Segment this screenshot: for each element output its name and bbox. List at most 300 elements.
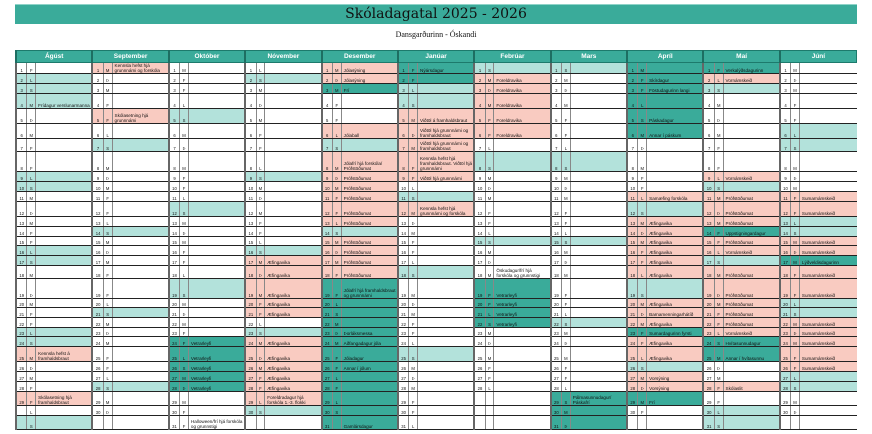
day-number: 19 <box>322 279 333 299</box>
day-number: 27 <box>551 372 562 382</box>
weekday-letter <box>638 416 647 430</box>
weekday-letter: F <box>332 202 341 217</box>
weekday-letter: S <box>714 84 723 94</box>
weekday-letter: F <box>791 202 800 217</box>
day-number: 20 <box>398 299 409 308</box>
day-number: 21 <box>245 308 256 318</box>
day-event: Prófstöðumat <box>341 192 398 202</box>
day-event: Kennsla hefst hjá framhaldsbraut. Viðtöl hjá grunnnámi <box>418 152 475 172</box>
day-event <box>36 328 93 337</box>
weekday-letter: S <box>791 227 800 237</box>
day-event <box>418 318 475 328</box>
day-number: 21 <box>16 308 27 318</box>
weekday-letter: M <box>485 74 494 84</box>
day-number: 16 <box>551 246 562 256</box>
day-number <box>627 416 638 430</box>
weekday-letter: Þ <box>485 84 494 94</box>
weekday-letter: Þ <box>485 182 494 192</box>
weekday-letter: F <box>791 347 800 362</box>
month-header: Júní <box>780 51 857 63</box>
weekday-letter: L <box>714 406 723 416</box>
weekday-letter: L <box>714 246 723 256</box>
weekday-letter: F <box>332 382 341 392</box>
weekday-letter: S <box>485 152 494 172</box>
weekday-letter: Þ <box>714 279 723 299</box>
weekday-letter: F <box>332 347 341 362</box>
day-number: 28 <box>551 382 562 392</box>
weekday-letter: Þ <box>791 246 800 256</box>
day-number: 21 <box>92 308 103 318</box>
day-event <box>36 237 93 246</box>
day-number: 3 <box>16 84 27 94</box>
day-number: 14 <box>322 227 333 237</box>
day-event: Föstudagurinn langi <box>647 84 704 94</box>
weekday-letter: S <box>256 172 265 182</box>
day-event: Æfingavika <box>647 217 704 227</box>
day-number: 10 <box>398 182 409 192</box>
day-number: 2 <box>703 74 714 84</box>
weekday-letter: Þ <box>256 266 265 279</box>
day-event: Æfingavika <box>647 318 704 328</box>
weekday-letter: M <box>332 256 341 266</box>
day-number: 14 <box>398 227 409 237</box>
weekday-letter: S <box>638 362 647 372</box>
day-event <box>188 227 245 237</box>
day-event <box>112 279 169 299</box>
day-event <box>112 74 169 84</box>
day-event: Jólafrí hjá forskóla/ Prófstöðumat <box>341 152 398 172</box>
day-number: 15 <box>245 237 256 246</box>
day-number: 14 <box>703 227 714 237</box>
day-event: Annar í jólum <box>341 362 398 372</box>
day-event <box>723 124 780 139</box>
day-number: 14 <box>92 227 103 237</box>
day-event <box>723 392 780 406</box>
day-number <box>16 406 27 416</box>
weekday-letter: S <box>27 416 36 430</box>
weekday-letter: Þ <box>409 124 418 139</box>
day-event: Vorsýning <box>647 382 704 392</box>
day-number: 3 <box>474 84 485 94</box>
day-event <box>570 139 627 152</box>
day-number: 1 <box>92 63 103 74</box>
weekday-letter: L <box>256 318 265 328</box>
day-number: 16 <box>474 246 485 256</box>
day-number: 27 <box>474 372 485 382</box>
day-event <box>418 74 475 84</box>
weekday-letter: F <box>638 74 647 84</box>
day-event <box>265 94 322 109</box>
day-event <box>494 172 551 182</box>
day-row <box>16 172 857 182</box>
day-event <box>647 279 704 299</box>
day-event <box>112 299 169 308</box>
day-event: Æfingavika <box>265 337 322 347</box>
weekday-letter: S <box>638 279 647 299</box>
weekday-letter: M <box>27 124 36 139</box>
weekday-letter: L <box>256 392 265 406</box>
title-bar <box>15 4 857 24</box>
weekday-letter: F <box>562 362 571 372</box>
weekday-letter: F <box>409 328 418 337</box>
day-event: Verkalýðsdagurinn <box>723 63 780 74</box>
weekday-letter: M <box>791 318 800 328</box>
day-number: 3 <box>169 84 180 94</box>
weekday-letter: M <box>791 182 800 192</box>
day-event: Vetrarleyfi <box>188 372 245 382</box>
weekday-letter: L <box>791 299 800 308</box>
day-event <box>36 124 93 139</box>
day-number: 17 <box>551 256 562 266</box>
weekday-letter: M <box>256 279 265 299</box>
day-number: 23 <box>627 328 638 337</box>
weekday-letter: S <box>714 337 723 347</box>
day-number: 16 <box>16 246 27 256</box>
day-event: Prófstöðumat <box>723 299 780 308</box>
day-row <box>16 299 857 308</box>
day-number: 31 <box>169 416 180 430</box>
weekday-letter: F <box>562 372 571 382</box>
day-event <box>112 318 169 328</box>
weekday-letter: M <box>103 392 112 406</box>
day-row <box>16 392 857 406</box>
day-event <box>341 318 398 328</box>
day-event <box>112 192 169 202</box>
day-number: 25 <box>16 347 27 362</box>
day-event <box>494 227 551 237</box>
day-event: Sumardagurinn fyrsti <box>647 328 704 337</box>
day-event: Prófstöðumat <box>341 182 398 192</box>
weekday-letter: M <box>791 337 800 347</box>
day-event: Foreldravika <box>494 124 551 139</box>
day-number: 12 <box>245 202 256 217</box>
weekday-letter: S <box>485 237 494 246</box>
weekday-letter: F <box>27 308 36 318</box>
day-number: 31 <box>551 416 562 430</box>
weekday-letter: F <box>256 308 265 318</box>
day-event <box>418 382 475 392</box>
day-event <box>112 246 169 256</box>
day-row <box>16 74 857 84</box>
day-number: 20 <box>551 299 562 308</box>
day-row <box>16 217 857 227</box>
day-event: Æfingavika <box>265 308 322 318</box>
weekday-letter: M <box>256 337 265 347</box>
weekday-letter: F <box>638 256 647 266</box>
day-event <box>36 246 93 256</box>
day-number: 20 <box>627 299 638 308</box>
weekday-letter: F <box>180 246 189 256</box>
day-event <box>36 256 93 266</box>
day-number: 3 <box>245 84 256 94</box>
day-row <box>16 139 857 152</box>
weekday-letter: L <box>638 94 647 109</box>
day-event: Æfingavika <box>265 362 322 372</box>
day-number: 14 <box>627 227 638 237</box>
day-number: 24 <box>92 337 103 347</box>
weekday-letter: Þ <box>562 256 571 266</box>
weekday-letter: S <box>791 139 800 152</box>
weekday-letter: Þ <box>103 172 112 182</box>
day-number: 5 <box>474 109 485 124</box>
weekday-letter: M <box>638 63 647 74</box>
weekday-letter: M <box>562 246 571 256</box>
day-number: 31 <box>398 416 409 430</box>
weekday-letter: F <box>256 382 265 392</box>
day-number: 22 <box>169 318 180 328</box>
weekday-letter: M <box>180 152 189 172</box>
weekday-letter: M <box>638 152 647 172</box>
day-number: 20 <box>169 299 180 308</box>
day-number: 27 <box>322 372 333 382</box>
day-event <box>112 382 169 392</box>
weekday-letter: S <box>638 109 647 124</box>
weekday-letter: L <box>791 124 800 139</box>
weekday-letter: F <box>103 279 112 299</box>
day-number: 13 <box>398 217 409 227</box>
day-event <box>112 237 169 246</box>
day-number: 17 <box>16 256 27 266</box>
day-number: 3 <box>398 84 409 94</box>
day-event: Samæfing forskóla <box>647 192 704 202</box>
day-event <box>723 84 780 94</box>
day-event: Vetrarleyfi <box>494 318 551 328</box>
day-number: 26 <box>780 362 791 372</box>
day-number: 21 <box>780 308 791 318</box>
weekday-letter: L <box>562 308 571 318</box>
day-number: 28 <box>169 382 180 392</box>
day-event <box>112 328 169 337</box>
day-number: 30 <box>245 406 256 416</box>
day-event: Æfingavika <box>647 237 704 246</box>
weekday-letter: M <box>714 347 723 362</box>
weekday-letter: M <box>332 84 341 94</box>
day-number: 3 <box>627 84 638 94</box>
day-event <box>265 246 322 256</box>
weekday-letter: M <box>256 256 265 266</box>
day-number: 12 <box>551 202 562 217</box>
day-number: 14 <box>16 227 27 237</box>
day-event <box>112 227 169 237</box>
weekday-letter: M <box>180 237 189 246</box>
day-event <box>36 308 93 318</box>
day-number: 7 <box>474 139 485 152</box>
weekday-letter: Þ <box>27 279 36 299</box>
month-header: Febrúar <box>474 51 550 63</box>
day-number: 13 <box>16 217 27 227</box>
weekday-letter: L <box>103 299 112 308</box>
day-number: 7 <box>398 139 409 152</box>
weekday-letter: M <box>409 308 418 318</box>
day-number: 3 <box>551 84 562 94</box>
weekday-letter: Þ <box>409 299 418 308</box>
day-event <box>112 217 169 227</box>
weekday-letter: S <box>409 266 418 279</box>
day-number: 10 <box>169 182 180 192</box>
day-row <box>16 182 857 192</box>
day-event <box>265 227 322 237</box>
weekday-letter: F <box>714 237 723 246</box>
day-event <box>418 372 475 382</box>
weekday-letter: S <box>714 416 723 430</box>
day-number <box>245 416 256 430</box>
day-number: 1 <box>245 63 256 74</box>
day-event <box>570 308 627 318</box>
day-event: Skólaslit <box>723 382 780 392</box>
weekday-letter: L <box>27 406 36 416</box>
day-event <box>265 318 322 328</box>
day-number: 2 <box>245 74 256 84</box>
day-event: Páskadagur <box>647 109 704 124</box>
day-number <box>474 416 485 430</box>
day-number: 23 <box>16 328 27 337</box>
day-event <box>647 406 704 416</box>
day-number: 4 <box>169 94 180 109</box>
day-number: 24 <box>474 337 485 347</box>
weekday-letter: M <box>485 192 494 202</box>
day-event <box>570 152 627 172</box>
day-number: 16 <box>703 246 714 256</box>
weekday-letter: M <box>485 328 494 337</box>
day-number: 7 <box>245 139 256 152</box>
weekday-letter: F <box>103 109 112 124</box>
weekday-letter: F <box>332 192 341 202</box>
day-event <box>112 152 169 172</box>
day-number: 23 <box>780 328 791 337</box>
day-number: 30 <box>322 406 333 416</box>
day-event: Jólasýning <box>341 63 398 74</box>
weekday-letter: M <box>562 172 571 182</box>
day-number <box>474 392 485 406</box>
day-event <box>723 152 780 172</box>
day-event <box>570 299 627 308</box>
weekday-letter: L <box>180 266 189 279</box>
day-number: 13 <box>627 217 638 227</box>
day-number: 4 <box>16 94 27 109</box>
weekday-letter: S <box>103 139 112 152</box>
weekday-letter: L <box>332 372 341 382</box>
weekday-letter: F <box>332 109 341 124</box>
day-event <box>494 337 551 347</box>
day-event <box>647 94 704 109</box>
weekday-letter: S <box>562 237 571 246</box>
weekday-letter: F <box>714 152 723 172</box>
month-header: Ágúst <box>16 51 92 63</box>
weekday-letter: L <box>562 227 571 237</box>
day-row <box>16 416 857 430</box>
day-event <box>570 362 627 372</box>
day-event: Æfingavika <box>265 266 322 279</box>
weekday-letter: F <box>638 337 647 347</box>
day-event <box>418 392 475 406</box>
day-number: 23 <box>551 328 562 337</box>
day-event <box>647 182 704 192</box>
day-event: Sumarnámskeið <box>799 192 856 202</box>
weekday-letter: L <box>332 124 341 139</box>
day-number: 12 <box>169 202 180 217</box>
day-number: 25 <box>627 347 638 362</box>
weekday-letter: F <box>485 362 494 372</box>
day-event: Vetrarleyfi <box>494 299 551 308</box>
weekday-letter: M <box>409 227 418 237</box>
day-number: 10 <box>16 182 27 192</box>
weekday-letter: M <box>485 246 494 256</box>
day-number: 2 <box>16 74 27 84</box>
day-number: 28 <box>245 382 256 392</box>
day-event <box>341 406 398 416</box>
weekday-letter: F <box>485 124 494 139</box>
day-number: 23 <box>169 328 180 337</box>
weekday-letter: F <box>562 217 571 227</box>
day-number: 29 <box>551 392 562 406</box>
day-number: 25 <box>551 347 562 362</box>
day-number: 5 <box>322 109 333 124</box>
day-event: Sumarnámskeið <box>799 347 856 362</box>
day-event <box>341 382 398 392</box>
weekday-letter: F <box>103 266 112 279</box>
day-event <box>36 217 93 227</box>
weekday-letter: M <box>180 372 189 382</box>
day-number: 17 <box>780 256 791 266</box>
day-number: 12 <box>92 202 103 217</box>
day-number: 16 <box>92 246 103 256</box>
weekday-letter: F <box>638 246 647 256</box>
day-number: 1 <box>627 63 638 74</box>
day-event: Prófstöðumat <box>723 217 780 227</box>
day-number: 4 <box>245 94 256 109</box>
day-number: 7 <box>322 139 333 152</box>
day-event: Æfingavika <box>647 256 704 266</box>
day-event <box>265 237 322 246</box>
day-event <box>799 74 856 84</box>
weekday-letter: F <box>638 84 647 94</box>
weekday-letter: F <box>180 172 189 182</box>
day-number: 9 <box>245 172 256 182</box>
weekday-letter: M <box>409 382 418 392</box>
day-event <box>265 416 322 430</box>
day-event <box>265 202 322 217</box>
month-header: Desember <box>322 51 398 63</box>
day-number: 21 <box>627 308 638 318</box>
weekday-letter: M <box>485 266 494 279</box>
weekday-letter: M <box>638 299 647 308</box>
weekday-letter: Þ <box>714 362 723 372</box>
day-number: 1 <box>780 63 791 74</box>
weekday-letter: M <box>485 172 494 182</box>
weekday-letter: F <box>409 74 418 84</box>
weekday-letter: M <box>27 347 36 362</box>
day-number: 9 <box>474 172 485 182</box>
day-number: 4 <box>703 94 714 109</box>
day-event <box>112 416 169 430</box>
day-number: 26 <box>398 362 409 372</box>
weekday-letter <box>256 416 265 430</box>
day-number: 19 <box>245 279 256 299</box>
day-number: 20 <box>245 299 256 308</box>
weekday-letter: M <box>103 237 112 246</box>
weekday-letter: F <box>409 172 418 182</box>
day-number: 9 <box>322 172 333 182</box>
weekday-letter: S <box>791 308 800 318</box>
weekday-letter: Þ <box>791 406 800 416</box>
day-event <box>188 172 245 182</box>
weekday-letter: F <box>409 63 418 74</box>
day-number: 7 <box>703 139 714 152</box>
day-row <box>16 406 857 416</box>
weekday-letter <box>103 416 112 430</box>
day-event <box>418 406 475 416</box>
weekday-letter: M <box>103 84 112 94</box>
